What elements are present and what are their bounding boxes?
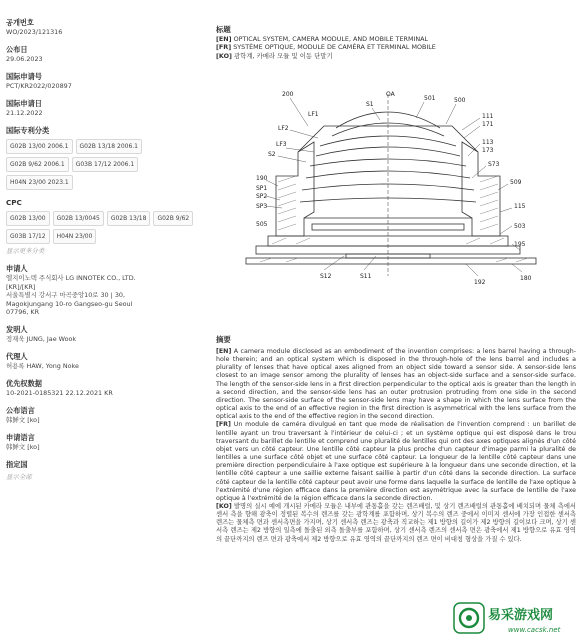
drawing-label: S2	[268, 151, 276, 158]
lang-tag: [KO]	[216, 502, 232, 510]
cpc-chip-list	[6, 211, 206, 244]
cpc-chip[interactable]: G02B 9/62	[153, 211, 193, 226]
ipc-chip[interactable]: G03B 17/12 2006.1	[72, 157, 139, 172]
drawing-label: 173	[482, 147, 494, 154]
title-heading: 标题	[216, 25, 231, 34]
drawing-label: 500	[454, 97, 466, 104]
abstract-en	[216, 348, 576, 421]
inventor-label: 发明人	[6, 324, 28, 334]
applicant-value	[6, 274, 206, 317]
cpc-chip[interactable]: G03B 17/12	[6, 229, 50, 244]
ipc-chip[interactable]: H04N 23/00 2023.1	[6, 175, 73, 190]
cpc-chip[interactable]: H04N 23/00	[53, 229, 97, 244]
agent-label: 代理人	[6, 351, 28, 361]
cpc-label: CPC	[6, 198, 22, 207]
pub-number-value: WO/2023/121316	[6, 28, 63, 36]
app-number-label: 国际申请号	[6, 72, 42, 81]
agent-value: 허용록 HAW, Yong Noke	[6, 361, 79, 370]
states-show-all-link[interactable]: 显示全部	[6, 472, 32, 481]
abstract-text: 발명의 실시 예에 개시된 카메라 모듈은 내부에 관통홀을 갖는 렌즈배럴, 및 상기 렌즈배럴의 관통홀에 배치되며 물체 측에서 센서 측을 향해 광축이 정렬된 복수의 렌즈를 갖는 광학계를 포함하며, 상기 복수의 렌즈 중에서 이미지 센서에 가장 인접한 센서측 렌즈는 물체측 면과 센서측면을 가지며, 상기 센서측 렌즈는 광축과 직교하는 제1 방향의 길이가 제2 방향의 길이보다 크며, 상기 센서측 렌즈는 제2 방향의 일측에 돌출된 외측 돌출부를 포함하며, 상기 센서측 렌즈의 센서측 면은 광축에서 제1 방향으로 유효 영역의 끝단까지의 렌즈 면과 광축에서 제2 방향으로 유효 영역의 끝단까지의 렌즈 면이 비대칭 형상을 가질 수 있다.	[216, 502, 576, 543]
drawing-label: 192	[474, 279, 486, 286]
drawing-label: 113	[482, 139, 494, 146]
watermark-site-name: 易采游戏网	[488, 608, 554, 623]
abstract-heading: 摘要	[216, 335, 231, 344]
inventor-value: 정재욱 JUNG, Jae Wook	[6, 334, 77, 343]
lang-tag: [KO]	[216, 51, 232, 60]
drawing-label: S1	[366, 101, 374, 108]
drawing-label: LF3	[276, 141, 287, 148]
drawing-label: 115	[514, 203, 526, 210]
site-watermark	[452, 599, 580, 637]
drawing-label: S11	[360, 273, 372, 280]
drawing-label: S73	[488, 161, 500, 168]
applicant-line: Magokjungang 10-ro Gangseo-gu Seoul	[6, 299, 133, 308]
ipc-chip[interactable]: G02B 13/18 2006.1	[76, 139, 143, 154]
states-label: 指定国	[6, 459, 28, 469]
ipc-chip[interactable]: G02B 13/00 2006.1	[6, 139, 73, 154]
drawing-label: OA	[386, 91, 395, 98]
drawing-label: SP3	[256, 203, 268, 210]
lang-tag: [FR]	[216, 43, 232, 52]
drawing-label: 505	[256, 221, 268, 228]
ipc-chip[interactable]: G02B 9/62 2006.1	[6, 157, 69, 172]
applicant-line: 엘지이노텍 주식회사 LG INNOTEK CO., LTD.	[6, 274, 136, 282]
title-fr	[216, 43, 576, 51]
drawing-label: LF2	[278, 125, 289, 132]
title-section	[216, 24, 576, 60]
app-number-value: PCT/KR2022/020897	[6, 82, 72, 90]
drawing-label: 111	[482, 113, 494, 120]
abstract-ko	[216, 503, 576, 544]
ipc-label: 国际专利分类	[6, 126, 50, 135]
pub-lang-label: 公布语言	[6, 405, 35, 415]
abstract-section	[216, 334, 576, 544]
pub-date-value: 29.06.2023	[6, 55, 43, 63]
applicant-line: 07796, KR	[6, 308, 40, 317]
title-text: OPTICAL SYSTEM, CAMERA MODULE, AND MOBILE TERMINAL	[233, 35, 429, 43]
ipc-chip-list	[6, 139, 206, 190]
pub-number-label: 공개번호	[6, 18, 34, 27]
lens-module-diagram	[216, 86, 576, 298]
applicant-line: [KR]/[KR]	[6, 282, 36, 291]
title-text: 광학계, 카메라 모듈 및 이동 단말기	[234, 51, 333, 60]
priority-value: 10-2021-0185321 22.12.2021 KR	[6, 388, 113, 397]
drawing-label: 501	[424, 95, 436, 102]
cpc-more-link[interactable]: 显示更多分类	[6, 247, 45, 255]
pub-date-label: 公布日	[6, 45, 28, 54]
abstract-text: Un module de caméra divulgué en tant que mode de réalisation de l'invention comprend : un barillet de lentille ayant un trou traversant à l'intérieur de celui-ci ; et un système optique qui est disposé dans le trou traversant du barillet de lentille et comprend une pluralité de lentilles qui ont des axes optiques alignés d'un côté objet vers un côté capteur. Une lentille côté capteur la plus proche d'un capteur d'image parmi la pluralité de lentilles a une surface côté objet et une surface côté capteur. La longueur de la lentille côté capteur dans une première direction perpendiculaire à l'axe optique est supérieure à la longueur dans une seconde direction, et la lentille côté capteur a une saillie externe faisant saillie à partir d'un côté dans la seconde direction. La surface côté capteur de la lentille côté capteur peut avoir une forme dans laquelle la surface de lentille de l'axe optique à l'extrémité d'une région efficace dans la première direction est asymétrique avec la surface de lentille de l'axe optique à l'extrémité de la région efficace dans la seconde direction.	[216, 421, 576, 502]
cpc-chip[interactable]: G02B 13/00	[6, 211, 50, 226]
drawing-label: SP2	[256, 193, 268, 200]
cpc-chip[interactable]: G02B 13/18	[107, 211, 151, 226]
pub-lang-value: 韩鲜文 [ko]	[6, 415, 40, 424]
abstract-text: A camera module disclosed as an embodiment of the invention comprises: a lens barrel having a through-hole therein; and an optical system which is disposed in the through-hole of the lens barrel and includes a plurality of lenses that have optical axes aligned from an object side toward a sensor side. A sensor-side lens closest to an image sensor among the plurality of lenses has an object-side surface and a sensor-side surface. The length of the sensor-side lens in a first direction perpendicular to the optical axis is greater than the length in a second direction, and the sensor-side lens has an outer protrusion protruding from one side in the second direction. The sensor-side surface of the sensor-side lens may have a shape in which the lens surface from the optical axis to the end of an effective region in the first direction is asymmetrical with the lens surface from the optical axis to the end of the effective region in the second direction.	[216, 348, 576, 421]
lang-tag: [EN]	[216, 35, 232, 43]
filing-date-label: 国际申请日	[6, 99, 42, 108]
drawing-label: 180	[520, 275, 532, 282]
title-text: SYSTÈME OPTIQUE, MODULE DE CAMÉRA ET TERMINAL MOBILE	[233, 43, 436, 52]
applicant-label: 申请人	[6, 264, 28, 273]
drawing-label: S12	[320, 273, 332, 280]
filing-date-value: 21.12.2022	[6, 109, 43, 117]
bibliographic-panel	[6, 18, 206, 482]
watermark-url: www.cacsk.net	[508, 626, 561, 634]
drawing-label: 200	[282, 91, 294, 98]
watermark-logo	[452, 599, 580, 637]
title-ko	[216, 52, 576, 60]
priority-label: 优先权数据	[6, 378, 42, 388]
applicant-line: 서울특별시 강서구 마곡중앙10로 30 | 30,	[6, 291, 125, 300]
drawing-label: 171	[482, 121, 494, 128]
drawing-label: LF1	[308, 111, 319, 118]
drawing-label: 190	[256, 175, 268, 182]
drawing-label: 195	[514, 241, 526, 248]
lang-tag: [FR]	[216, 421, 231, 429]
drawing-label: 509	[510, 179, 522, 186]
lang-tag: [EN]	[216, 348, 232, 355]
app-lang-value: 韩鲜文 [ko]	[6, 442, 40, 451]
drawing-label: SP1	[256, 185, 268, 192]
app-lang-label: 申请语言	[6, 432, 35, 442]
cpc-chip[interactable]: G02B 13/0045	[53, 211, 104, 226]
abstract-fr	[216, 421, 576, 503]
patent-drawing[interactable]	[216, 86, 576, 298]
drawing-label: 503	[514, 223, 526, 230]
